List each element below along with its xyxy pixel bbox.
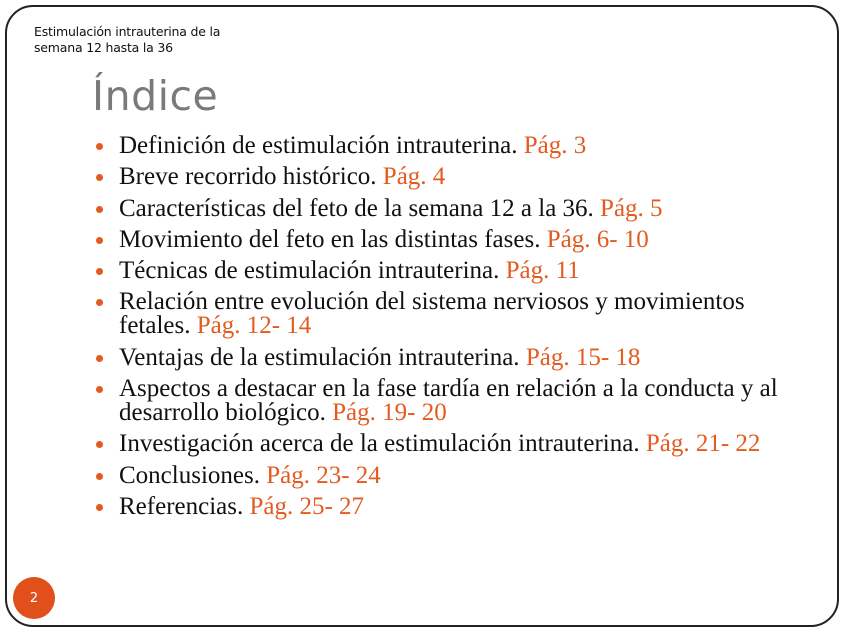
toc-item-11 xyxy=(96,492,796,520)
toc-item-6 xyxy=(96,290,796,338)
bullet-icon xyxy=(96,143,103,150)
bullet-icon xyxy=(96,504,103,511)
bullet-icon xyxy=(96,206,103,213)
toc-item-5 xyxy=(96,259,796,283)
bullet-icon xyxy=(96,473,103,480)
toc-item-page: Pág. 6- 10 xyxy=(546,225,649,253)
toc-item-text: Aspectos a destacar en la fase tardía en relación a la conducta y al desarrollo biológico. xyxy=(119,375,778,427)
toc-item-text: Definición de estimulación intrauterina. xyxy=(119,132,518,159)
toc-item-page: Pág. 23- 24 xyxy=(266,461,381,489)
slide-header: Estimulación intrauterina de la semana 12 hasta la 36 xyxy=(34,24,221,55)
toc-item-10 xyxy=(96,461,796,489)
toc-item-text: Ventajas de la estimulación intrauterina. xyxy=(119,343,520,371)
toc-item-7 xyxy=(96,343,796,371)
bullet-icon xyxy=(96,441,103,448)
bullet-icon xyxy=(96,386,103,393)
toc-item-page: Pág. 5 xyxy=(600,194,663,222)
toc-item-text: Técnicas de estimulación intrauterina. xyxy=(119,257,500,285)
toc-item-page: Pág. 21- 22 xyxy=(645,430,761,458)
page-title: Índice xyxy=(92,72,219,120)
toc-item-4 xyxy=(96,225,796,253)
toc-item-1 xyxy=(96,134,796,158)
toc-item-page: Pág. 15- 18 xyxy=(525,343,641,371)
toc-item-page: Pág. 19- 20 xyxy=(332,399,447,427)
bullet-icon xyxy=(96,355,103,362)
bullet-icon xyxy=(96,237,103,244)
toc-item-page: Pág. 11 xyxy=(505,257,580,285)
bullet-icon xyxy=(96,174,103,181)
bullet-icon xyxy=(96,299,103,306)
toc-item-page: Pág. 12- 14 xyxy=(196,312,312,340)
toc-item-9 xyxy=(96,432,796,456)
toc-item-text: Investigación acerca de la estimulación intrauterina. xyxy=(119,430,640,458)
toc-item-8 xyxy=(96,377,796,425)
toc-item-page: Pág. 4 xyxy=(382,163,446,191)
bullet-icon xyxy=(96,268,103,275)
toc-item-2 xyxy=(96,165,796,189)
slide-number-badge: 2 xyxy=(13,577,55,619)
toc-item-text: Breve recorrido histórico. xyxy=(119,163,377,191)
toc-item-3 xyxy=(96,194,796,222)
toc-item-text: Relación entre evolución del sistema nerviosos y movimientos fetales. xyxy=(119,288,745,340)
toc-item-text: Conclusiones. xyxy=(119,461,260,489)
toc-item-text: Características del feto de la semana 12 a la 36. xyxy=(119,194,594,222)
table-of-contents xyxy=(96,134,796,526)
toc-item-page: Pág. 25- 27 xyxy=(249,492,365,520)
toc-item-page: Pág. 3 xyxy=(523,132,587,159)
toc-item-text: Referencias. xyxy=(119,492,244,520)
toc-item-text: Movimiento del feto en las distintas fases. xyxy=(119,225,541,253)
